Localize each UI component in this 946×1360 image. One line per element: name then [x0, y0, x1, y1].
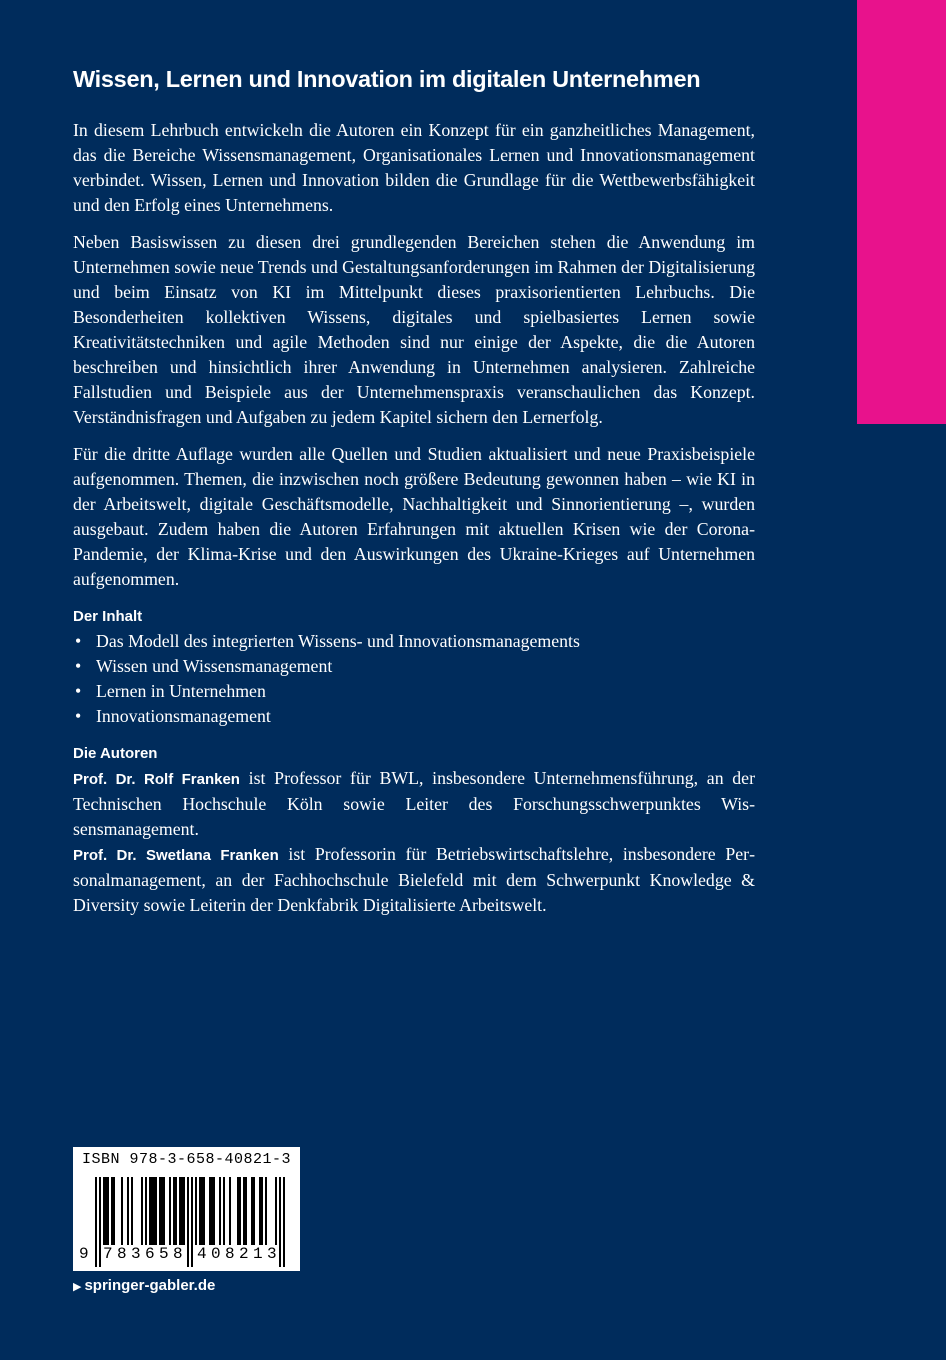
barcode-bar	[261, 1177, 263, 1245]
barcode-bar	[173, 1177, 175, 1245]
barcode-bar	[113, 1177, 115, 1245]
contents-list	[73, 629, 755, 729]
barcode-bar	[169, 1177, 171, 1245]
barcode-bar	[199, 1177, 201, 1245]
back-cover-text	[73, 64, 755, 918]
barcode-bar	[209, 1177, 211, 1245]
barcode-digit: 8	[117, 1245, 127, 1263]
barcode-bar	[131, 1177, 133, 1245]
barcode-bar	[203, 1177, 205, 1245]
barcode-bar	[141, 1177, 143, 1245]
description-paragraph-3: Für die dritte Auflage wurden alle Quellen und Studien aktualisiert und neue Praxisbeispiele aufgenommen. Themen, die inzwischen noch größere Bedeutung gewonnen haben – wie KI in der Arbeitswelt, digitale Geschäftsmodelle, Nachhaltigkeit und Sinnorientierung –, wurden ausgebaut. Zudem haben die Autoren Erfahrungen mit aktuellen Krisen wie der Corona-Pandemie, der Klima-Krise und den Auswirkungen des Ukraine-Krieges auf Unternehmen aufgenommen.	[73, 444, 755, 589]
barcode-digit: 8	[173, 1245, 183, 1263]
author-2	[73, 842, 755, 918]
barcode-bar	[251, 1177, 253, 1245]
barcode-digit: 3	[131, 1245, 141, 1263]
accent-color-bar	[857, 0, 946, 424]
list-item: • Innovationsmanagement	[73, 704, 755, 729]
barcode-bar	[145, 1177, 147, 1245]
author-bio: ist Professor für BWL, insbesondere Unternehmensführung, an der Technischen Hochschule Köln sowie Leiter des Forschungsschwerpunktes Wissensmanagement.	[73, 768, 755, 839]
barcode-digit: 5	[159, 1245, 169, 1263]
barcode-bar	[155, 1177, 157, 1245]
barcode-bar	[121, 1177, 123, 1245]
barcode-bar	[223, 1177, 225, 1245]
barcode-bar	[179, 1177, 181, 1245]
contents-heading: Der Inhalt	[73, 608, 143, 625]
barcode-bar	[211, 1177, 213, 1245]
barcode-digit: 9	[79, 1245, 89, 1263]
author-name: Prof. Dr. Swetlana Franken	[73, 847, 279, 864]
barcode-digit: 7	[103, 1245, 113, 1263]
publisher-url: springer-gabler.de	[84, 1277, 216, 1294]
list-item: • Wissen und Wissensmanagement	[73, 654, 755, 679]
barcode-bar	[149, 1177, 151, 1245]
barcode-bar	[243, 1177, 245, 1245]
barcode-bar	[259, 1177, 261, 1245]
barcode-bar	[111, 1177, 113, 1245]
barcode-bar	[161, 1177, 163, 1245]
barcode-bar	[175, 1177, 177, 1245]
barcode-bar	[107, 1177, 109, 1245]
barcode-bar	[153, 1177, 155, 1245]
barcode-bar	[229, 1177, 231, 1245]
author-1	[73, 766, 755, 842]
barcode-bar	[239, 1177, 241, 1245]
barcode-bar	[163, 1177, 165, 1245]
barcode-bar	[151, 1177, 153, 1245]
barcode-bar	[213, 1177, 215, 1245]
list-item: • Lernen in Unternehmen	[73, 679, 755, 704]
author-name: Prof. Dr. Rolf Franken	[73, 771, 240, 788]
barcode-bar	[195, 1177, 197, 1245]
publisher-link[interactable]	[73, 1276, 215, 1297]
barcode-bar	[105, 1177, 107, 1245]
barcode-digit: 1	[253, 1245, 263, 1263]
barcode-digit: 6	[145, 1245, 155, 1263]
barcode-digit: 8	[225, 1245, 235, 1263]
barcode-digit: 4	[197, 1245, 207, 1263]
barcode-digit: 2	[239, 1245, 249, 1263]
book-title: Wissen, Lernen und Innovation im digitalen Unternehmen	[73, 66, 701, 92]
barcode-digit: 0	[211, 1245, 221, 1263]
barcode-bar	[159, 1177, 161, 1245]
list-item: • Das Modell des integrierten Wissens- und Innovationsmanagements	[73, 629, 755, 654]
author-bio: ist Professorin für Betriebswirtschaftslehre, insbesondere Personalmanagement, an der Fachhochschule Bielefeld mit dem Schwerpunkt Knowledge & Diversity sowie Leiterin der Denkfabrik Digitalisierte Arbeitswelt.	[73, 844, 755, 915]
barcode-bar	[127, 1177, 129, 1245]
isbn-barcode	[73, 1147, 300, 1271]
barcode-bar	[219, 1177, 221, 1245]
authors-heading: Die Autoren	[73, 745, 158, 762]
barcode-digits	[73, 1243, 300, 1267]
description-paragraph-2: Neben Basiswissen zu diesen drei grundlegenden Bereichen stehen die Anwendung im Unternehmen sowie neue Trends und Gestaltungsanforderungen im Rahmen der Digitalisierung und beim Einsatz von KI im Mittelpunkt dieses praxisorientierten Lehrbuchs. Die Besonderheiten kollektiven Wissens, digitales und spielbasiertes Lernen sowie Kreativitätstechniken und agile Methoden sind nur einige der Aspekte, die die Autoren beschreiben und hinsichtlich ihrer Anwendung in Unternehmen analysieren. Zahlreiche Fallstudien und Beispiele aus der Unternehmenspraxis veranschaulichen das Konzept. Verständnisfragen und Aufgaben zu jedem Kapitel sichern den Lernerfolg.	[73, 232, 755, 427]
barcode-bar	[275, 1177, 277, 1245]
description-paragraph-1: In diesem Lehrbuch entwickeln die Autoren ein Konzept für ein ganzheitliches Management, das die Bereiche Wissensmanagement, Organisationales Lernen und Innovationsmanagement verbindet. Wissen, Lernen und Innovation bilden die Grundlage für die Wettbewerbsfähigkeit und den Erfolg eines Unternehmens.	[73, 120, 755, 215]
barcode-bar	[245, 1177, 247, 1245]
barcode-bar	[237, 1177, 239, 1245]
barcode-bar	[183, 1177, 185, 1245]
barcode-bar	[181, 1177, 183, 1245]
triangle-right-icon: ▶	[73, 1281, 82, 1293]
barcode-bar	[253, 1177, 255, 1245]
barcode-bar	[265, 1177, 267, 1245]
barcode-bar	[201, 1177, 203, 1245]
isbn-label: ISBN 978-3-658-40821-3	[81, 1151, 292, 1168]
barcode-digit: 3	[267, 1245, 277, 1263]
barcode-bar	[103, 1177, 105, 1245]
